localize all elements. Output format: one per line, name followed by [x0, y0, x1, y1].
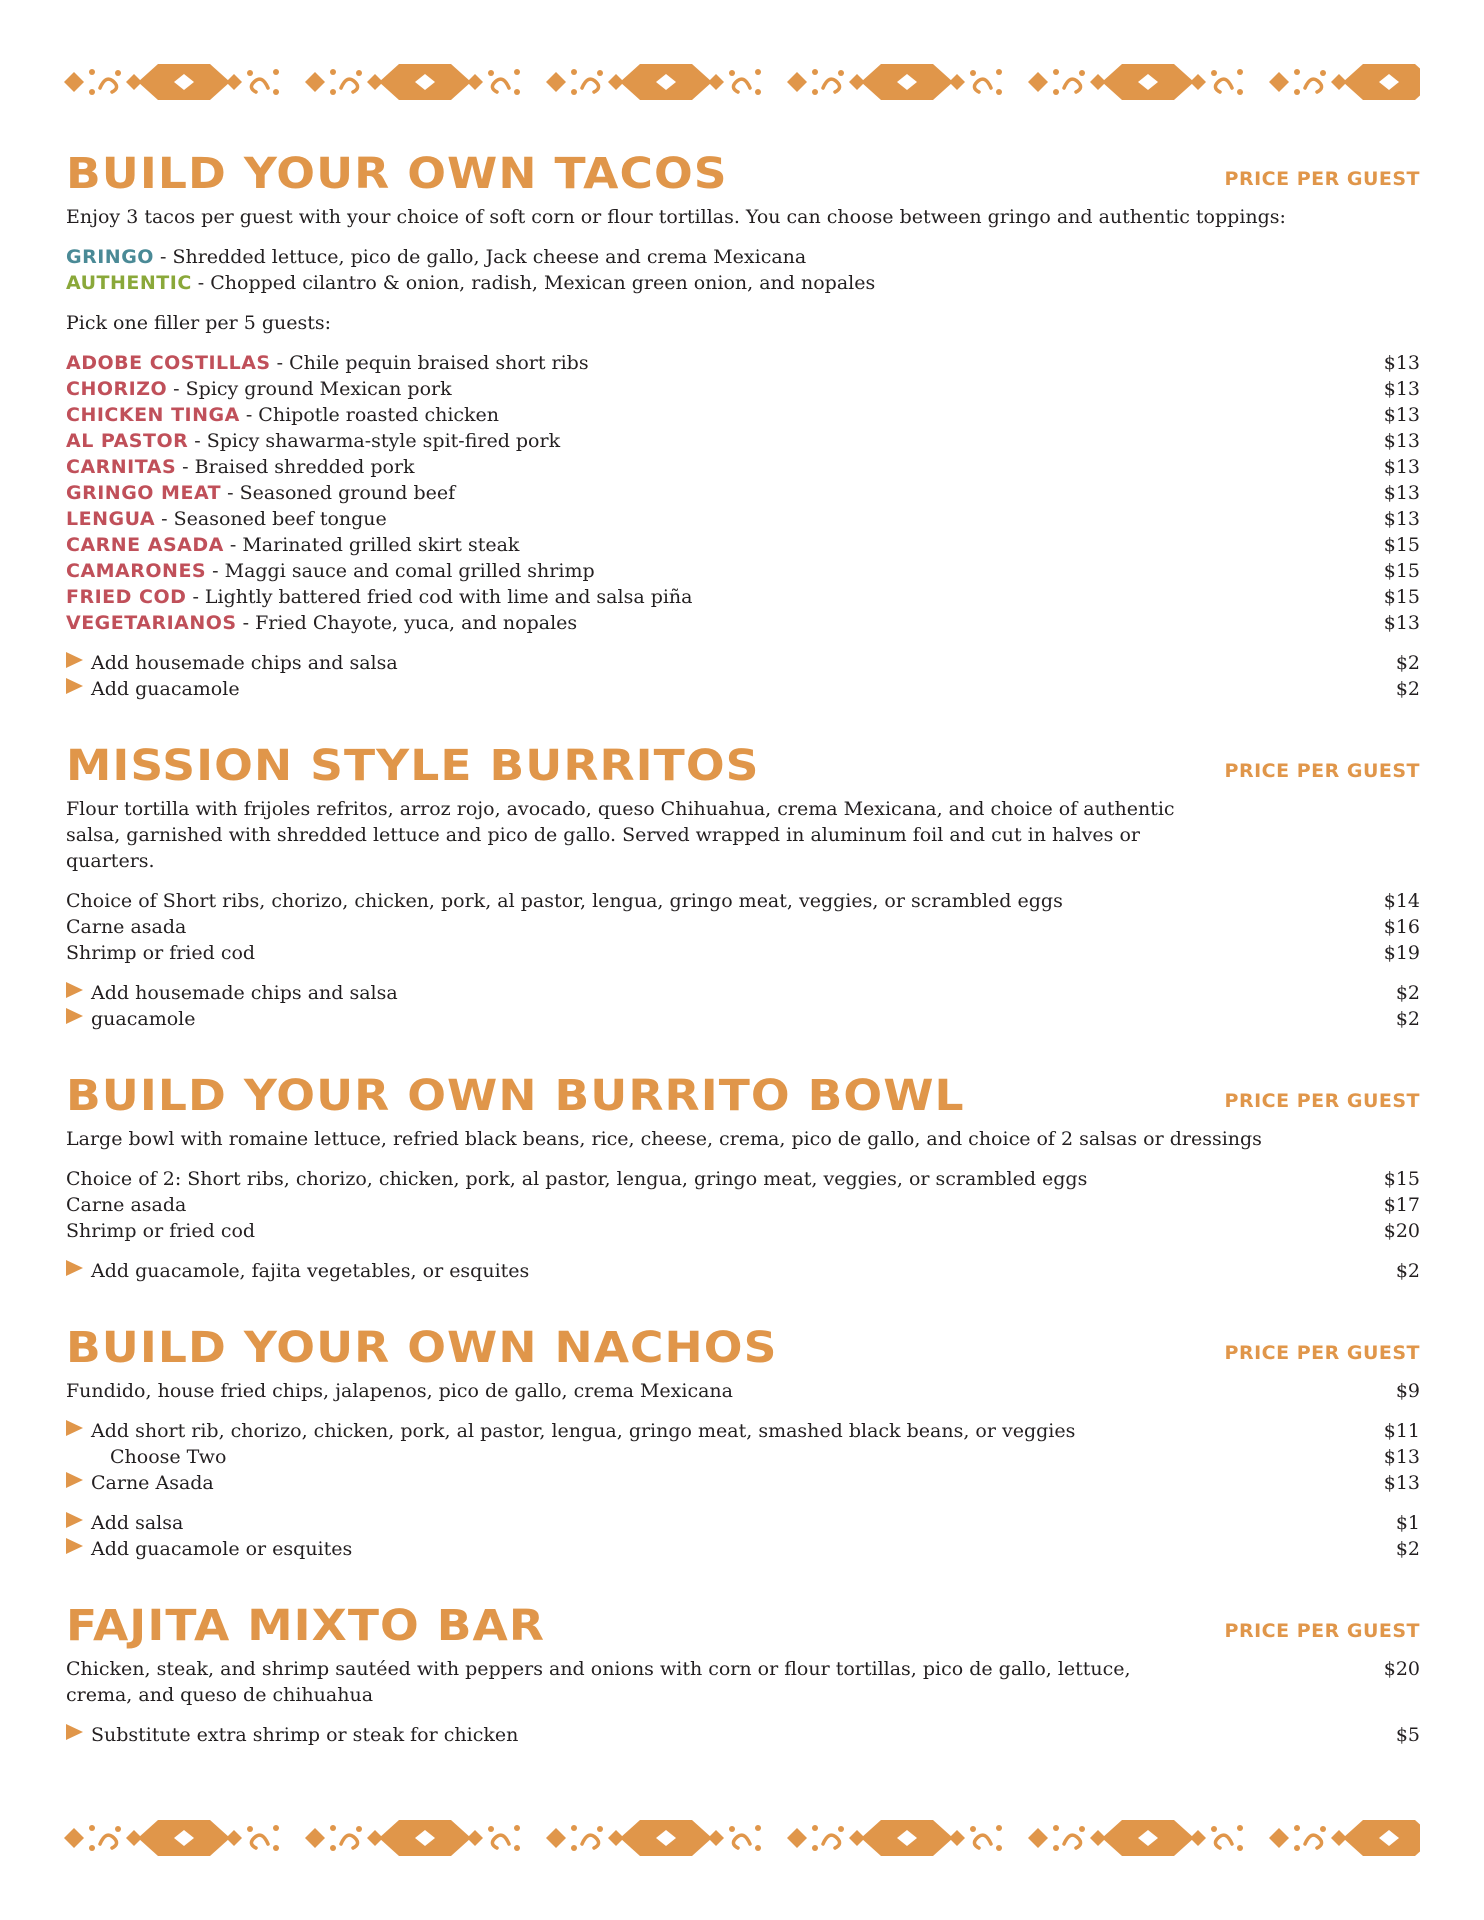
filler-name: CARNITAS — [66, 456, 177, 478]
addon-price: $2 — [1395, 1260, 1420, 1282]
item-price: $14 — [1383, 890, 1420, 912]
filler-list — [66, 350, 1420, 636]
addon-item — [66, 1536, 1420, 1562]
filler-price: $13 — [1383, 430, 1420, 452]
addon-price: $1 — [1395, 1512, 1420, 1534]
section-title: MISSION STYLE BURRITOS — [66, 741, 760, 791]
item-label: Chicken, steak, and shrimp sautéed with peppers and onions with corn or flour tortillas, pico de gallo, lettuce, crema, and queso de chihuahua — [66, 1658, 1131, 1706]
arrow-icon — [66, 1512, 83, 1528]
bottom-decorative-border — [64, 1818, 1420, 1858]
filler-price: $13 — [1383, 456, 1420, 478]
filler-name: VEGETARIANOS — [66, 612, 237, 634]
arrow-icon — [66, 678, 83, 694]
filler-name: CHORIZO — [66, 378, 168, 400]
filler-price: $15 — [1383, 534, 1420, 556]
filler-item — [66, 376, 1420, 402]
section-build-your-own-nachos — [66, 1304, 1420, 1562]
filler-price: $13 — [1383, 508, 1420, 530]
item-label: Carne asada — [66, 1194, 187, 1216]
filler-desc: - Fried Chayote, yuca, and nopales — [236, 612, 578, 634]
section-mission-style-burritos — [66, 722, 1420, 1032]
menu-item — [66, 888, 1420, 914]
item-label: Choice of 2: Short ribs, chorizo, chicken, pork, al pastor, lengua, gringo meat, veggies, or scrambled eggs — [66, 1168, 1088, 1190]
topping-option-authentic — [66, 270, 1420, 296]
addon-price: $13 — [1383, 1472, 1420, 1494]
arrow-icon — [66, 982, 83, 998]
addon-label: Choose Two — [110, 1446, 227, 1468]
section-fajita-mixto-bar — [66, 1582, 1420, 1748]
menu-item — [66, 1192, 1420, 1218]
menu-item — [66, 940, 1420, 966]
filler-name: AL PASTOR — [66, 430, 189, 452]
section-header — [66, 1582, 1420, 1651]
filler-desc: - Seasoned ground beef — [221, 482, 456, 504]
filler-desc: - Braised shredded pork — [176, 456, 415, 478]
menu-item — [66, 1166, 1420, 1192]
menu-item — [66, 1378, 1420, 1404]
addon-price: $11 — [1383, 1420, 1420, 1442]
arrow-icon — [66, 1420, 83, 1436]
addon-price: $2 — [1395, 652, 1420, 674]
filler-desc: - Spicy ground Mexican pork — [167, 378, 452, 400]
addon-label: Carne Asada — [91, 1472, 214, 1494]
filler-item — [66, 350, 1420, 376]
section-description: Flour tortilla with frijoles refritos, arroz rojo, avocado, queso Chihuahua, crema Mexicana, and choice of authentic salsa, garnished with shredded lettuce and pico de gallo. Served wrapped in aluminum foil and cut in halves or quarters. — [66, 798, 1175, 872]
filler-name: GRINGO MEAT — [66, 482, 222, 504]
arrow-icon — [66, 1472, 83, 1488]
section-header — [66, 722, 1420, 791]
addon-item — [66, 1258, 1420, 1284]
addon-item — [66, 676, 1420, 702]
filler-name: CAMARONES — [66, 560, 207, 582]
top-decorative-border — [64, 62, 1420, 102]
filler-price: $13 — [1383, 482, 1420, 504]
addon-price: $2 — [1395, 678, 1420, 700]
addon-item — [66, 1006, 1420, 1032]
addon-price: $13 — [1383, 1446, 1420, 1468]
filler-item — [66, 532, 1420, 558]
filler-name: CHICKEN TINGA — [66, 404, 240, 426]
item-price: $17 — [1383, 1194, 1420, 1216]
section-title: BUILD YOUR OWN TACOS — [66, 149, 728, 199]
arrow-icon — [66, 1538, 83, 1554]
item-label: Carne asada — [66, 916, 187, 938]
topping-option-gringo — [66, 244, 1420, 270]
price-per-guest-label: PRICE PER GUEST — [1224, 760, 1420, 782]
addon-label: Add housemade chips and salsa — [91, 982, 398, 1004]
section-description: Enjoy 3 tacos per guest with your choice of soft corn or flour tortillas. You can choose between gringo and authentic toppings: — [66, 206, 1286, 228]
addon-label: guacamole — [91, 1008, 196, 1030]
filler-price: $13 — [1383, 404, 1420, 426]
item-price: $20 — [1383, 1658, 1420, 1680]
filler-item — [66, 584, 1420, 610]
filler-desc: - Chile pequin braised short ribs — [270, 352, 589, 374]
pattern-border-icon — [64, 62, 1420, 102]
addon-item — [66, 650, 1420, 676]
filler-price: $15 — [1383, 560, 1420, 582]
item-label: Shrimp or fried cod — [66, 1220, 256, 1242]
addon-label: Add guacamole, fajita vegetables, or esquites — [91, 1260, 530, 1282]
item-label: Choice of Short ribs, chorizo, chicken, pork, al pastor, lengua, gringo meat, veggies, or scrambled eggs — [66, 890, 1063, 912]
menu-item — [66, 1218, 1420, 1244]
price-per-guest-label: PRICE PER GUEST — [1224, 1090, 1420, 1112]
filler-price: $15 — [1383, 586, 1420, 608]
addon-price: $2 — [1395, 1008, 1420, 1030]
arrow-icon — [66, 652, 83, 668]
catering-menu — [66, 130, 1420, 1768]
filler-desc: - Lightly battered fried cod with lime and salsa piña — [186, 586, 693, 608]
authentic-label: AUTHENTIC — [66, 272, 192, 294]
filler-price: $13 — [1383, 612, 1420, 634]
filler-item — [66, 506, 1420, 532]
item-price: $20 — [1383, 1220, 1420, 1242]
addon-item — [66, 1444, 1420, 1470]
filler-name: ADOBE COSTILLAS — [66, 352, 271, 374]
section-description: Large bowl with romaine lettuce, refried black beans, rice, cheese, crema, pico de gallo, and choice of 2 salsas or dressings — [66, 1128, 1262, 1150]
section-title: FAJITA MIXTO BAR — [66, 1601, 546, 1651]
filler-item — [66, 558, 1420, 584]
filler-desc: - Marinated grilled skirt steak — [223, 534, 520, 556]
arrow-icon — [66, 1260, 83, 1276]
price-per-guest-label: PRICE PER GUEST — [1224, 1342, 1420, 1364]
pattern-border-icon — [64, 1818, 1420, 1858]
gringo-label: GRINGO — [66, 246, 154, 268]
filler-desc: - Seasoned beef tongue — [155, 508, 387, 530]
section-title: BUILD YOUR OWN BURRITO BOWL — [66, 1071, 965, 1121]
price-per-guest-label: PRICE PER GUEST — [1224, 1620, 1420, 1642]
addon-price: $5 — [1395, 1724, 1420, 1746]
item-price: $9 — [1395, 1380, 1420, 1402]
addon-price: $2 — [1395, 982, 1420, 1004]
filler-note: Pick one filler per 5 guests: — [66, 312, 332, 334]
item-price: $19 — [1383, 942, 1420, 964]
filler-name: LENGUA — [66, 508, 156, 530]
addon-label: Add salsa — [91, 1512, 184, 1534]
addon-label: Add guacamole or esquites — [91, 1538, 353, 1560]
gringo-text: - Shredded lettuce, pico de gallo, Jack cheese and crema Mexicana — [153, 246, 807, 268]
section-build-your-own-tacos — [66, 130, 1420, 702]
section-header — [66, 130, 1420, 199]
filler-name: FRIED COD — [66, 586, 187, 608]
section-header — [66, 1304, 1420, 1373]
menu-item — [66, 1656, 1420, 1708]
filler-name: CARNE ASADA — [66, 534, 224, 556]
addon-label: Add short rib, chorizo, chicken, pork, al pastor, lengua, gringo meat, smashed black beans, or veggies — [91, 1420, 1076, 1442]
item-price: $16 — [1383, 916, 1420, 938]
addon-price: $2 — [1395, 1538, 1420, 1560]
filler-price: $13 — [1383, 352, 1420, 374]
item-label: Fundido, house fried chips, jalapenos, pico de gallo, crema Mexicana — [66, 1380, 733, 1402]
addon-label: Add housemade chips and salsa — [91, 652, 398, 674]
filler-item — [66, 428, 1420, 454]
arrow-icon — [66, 1008, 83, 1024]
filler-item — [66, 454, 1420, 480]
filler-desc: - Maggi sauce and comal grilled shrimp — [206, 560, 595, 582]
addon-item — [66, 1510, 1420, 1536]
addon-label: Substitute extra shrimp or steak for chicken — [91, 1724, 519, 1746]
item-price: $15 — [1383, 1168, 1420, 1190]
addon-item — [66, 1470, 1420, 1496]
addon-item — [66, 980, 1420, 1006]
price-per-guest-label: PRICE PER GUEST — [1224, 168, 1420, 190]
addon-item — [66, 1722, 1420, 1748]
addon-item — [66, 1418, 1420, 1444]
filler-item — [66, 480, 1420, 506]
section-header — [66, 1052, 1420, 1121]
filler-desc: - Chipotle roasted chicken — [239, 404, 500, 426]
arrow-icon — [66, 1724, 83, 1740]
filler-item — [66, 610, 1420, 636]
filler-price: $13 — [1383, 378, 1420, 400]
menu-item — [66, 914, 1420, 940]
addon-label: Add guacamole — [91, 678, 240, 700]
authentic-text: - Chopped cilantro & onion, radish, Mexican green onion, and nopales — [191, 272, 876, 294]
section-build-your-own-burrito-bowl — [66, 1052, 1420, 1284]
filler-item — [66, 402, 1420, 428]
item-label: Shrimp or fried cod — [66, 942, 256, 964]
filler-desc: - Spicy shawarma-style spit-fired pork — [188, 430, 561, 452]
section-title: BUILD YOUR OWN NACHOS — [66, 1323, 778, 1373]
